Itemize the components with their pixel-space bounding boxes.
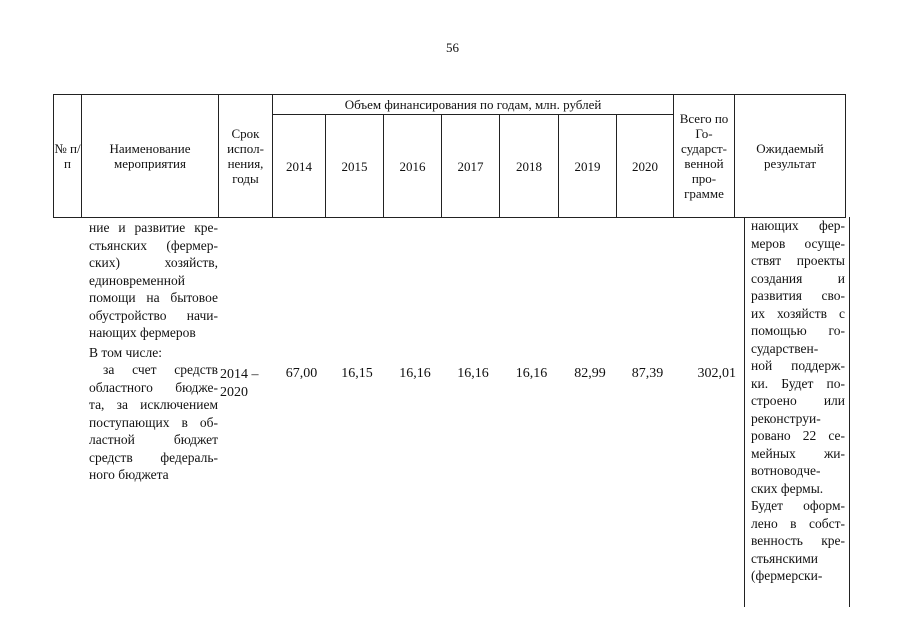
column-divider bbox=[849, 217, 850, 607]
header-year: 2015 bbox=[326, 115, 384, 218]
header-total: Всего по Го-сударст-венной про-грамме bbox=[674, 95, 735, 218]
value-2019: 82,99 bbox=[574, 366, 606, 381]
value-2018: 16,16 bbox=[515, 366, 548, 381]
column-divider bbox=[744, 217, 745, 607]
header-funding: Объем финансирования по годам, млн. рублей bbox=[273, 95, 674, 115]
header-year: 2018 bbox=[500, 115, 559, 218]
header-name: Наименование мероприятия bbox=[82, 95, 219, 218]
activity-name: ние и развитие кре- стьянских (фермер- ских) хозяйств, единовременной помощи на бытовое обустройство начи- нающих фермеров В том числе: за счет средств областного бюдже- та, за исключением поступающих в об- ластной бюджет средств федераль- ного бюджета bbox=[89, 220, 218, 482]
term-value: 2014 – 2020 bbox=[220, 367, 259, 400]
header-year: 2020 bbox=[617, 115, 674, 218]
expected-result: нающих фер- меров осуще- ствят проекты создания и развития сво- их хозяйств с помощью го- сударствен- ной поддерж- ки. Будет по- строено или реконструи- ровано 22 се- мейных жи- вотноводче- ских фермы. Будет оформ- лено в собст- венность кре- стьянскими (фермерски- bbox=[751, 218, 845, 583]
page-number: 56 bbox=[446, 40, 459, 55]
value-2015: 16,15 bbox=[341, 366, 373, 381]
header-year: 2014 bbox=[273, 115, 326, 218]
value-2016: 16,16 bbox=[399, 366, 431, 381]
header-term: Срок испол-нения, годы bbox=[219, 95, 273, 218]
value-total: 302,01 bbox=[697, 366, 736, 381]
header-result: Ожидаемый результат bbox=[735, 95, 846, 218]
header-no: № п/п bbox=[54, 95, 82, 218]
header-year: 2019 bbox=[559, 115, 617, 218]
in-that-number: В том числе: bbox=[89, 344, 162, 360]
table-header bbox=[53, 94, 846, 218]
value-2020: 87,39 bbox=[631, 366, 664, 381]
header-year: 2016 bbox=[384, 115, 442, 218]
value-2017: 16,16 bbox=[457, 366, 489, 381]
header-year: 2017 bbox=[442, 115, 500, 218]
value-2014: 67,00 bbox=[285, 366, 318, 381]
